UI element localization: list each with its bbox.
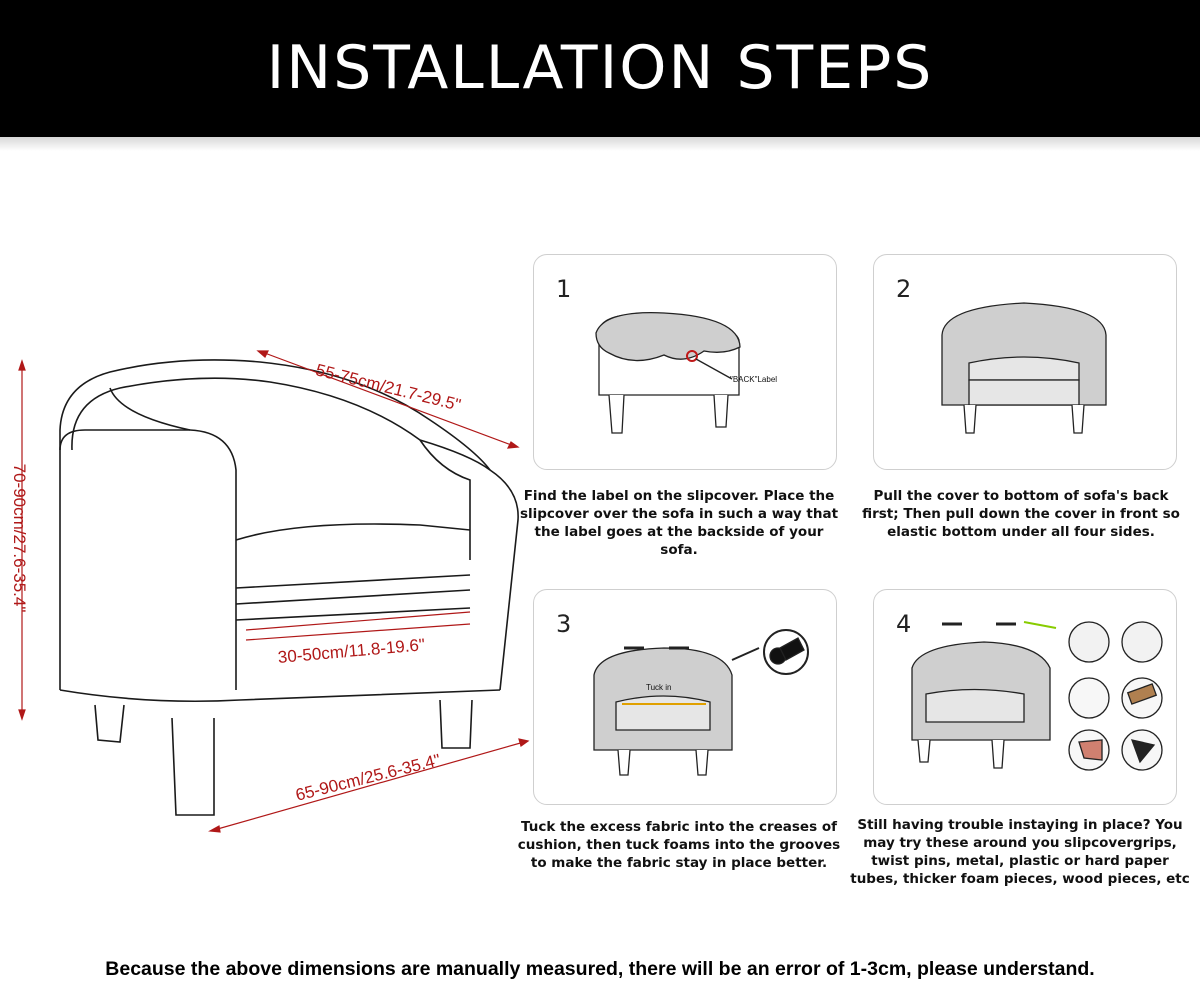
step-4-illustration — [874, 590, 1176, 804]
chair-illustration — [0, 340, 540, 840]
dimension-left-label: 70-90cm/27.6-35.4" — [10, 463, 29, 613]
dimension-bottom-label: 65-90cm/25.6-35.4" — [293, 750, 443, 805]
step-1-panel — [533, 254, 837, 470]
step-2-caption: Pull the cover to bottom of sofa's back first; Then pull down the cover in front so elastic bottom under all four sides. — [862, 488, 1180, 540]
step-1-illustration — [534, 255, 836, 469]
step-3-panel — [533, 589, 837, 805]
step-2-illustration — [874, 255, 1176, 469]
step-4-panel — [873, 589, 1177, 805]
step-4-number: 4 — [896, 610, 912, 638]
step-3-number: 3 — [556, 610, 572, 638]
back-label-text: "BACK"Label — [730, 375, 778, 384]
header-shadow — [0, 137, 1200, 151]
step-3-caption: Tuck the excess fabric into the creases of cushion, then tuck foams into the grooves to make the fabric stay in place better. — [517, 819, 841, 871]
dimension-middle-label: 30-50cm/11.8-19.6" — [277, 635, 426, 667]
step-2-number: 2 — [896, 275, 912, 303]
step-2-panel — [873, 254, 1177, 470]
tuck-in-label: Tuck in — [646, 683, 672, 692]
step-1-caption: Find the label on the slipcover. Place the slipcover over the sofa in such a way that the label goes at the backside of your sofa. — [519, 488, 839, 558]
footer-note: Because the above dimensions are manually measured, there will be an error of 1-3cm, please understand. — [105, 958, 1095, 980]
header-banner — [0, 0, 1200, 137]
dimension-top-label: 55-75cm/21.7-29.5" — [313, 360, 463, 415]
step-3-illustration — [534, 590, 836, 804]
page-title: INSTALLATION STEPS — [266, 33, 934, 103]
step-1-number: 1 — [556, 275, 572, 303]
step-4-caption: Still having trouble instaying in place? You may try these around you slipcovergrips, twist pins, metal, plastic or hard paper tubes, thicker foam pieces, wood pieces, etc — [850, 817, 1190, 887]
